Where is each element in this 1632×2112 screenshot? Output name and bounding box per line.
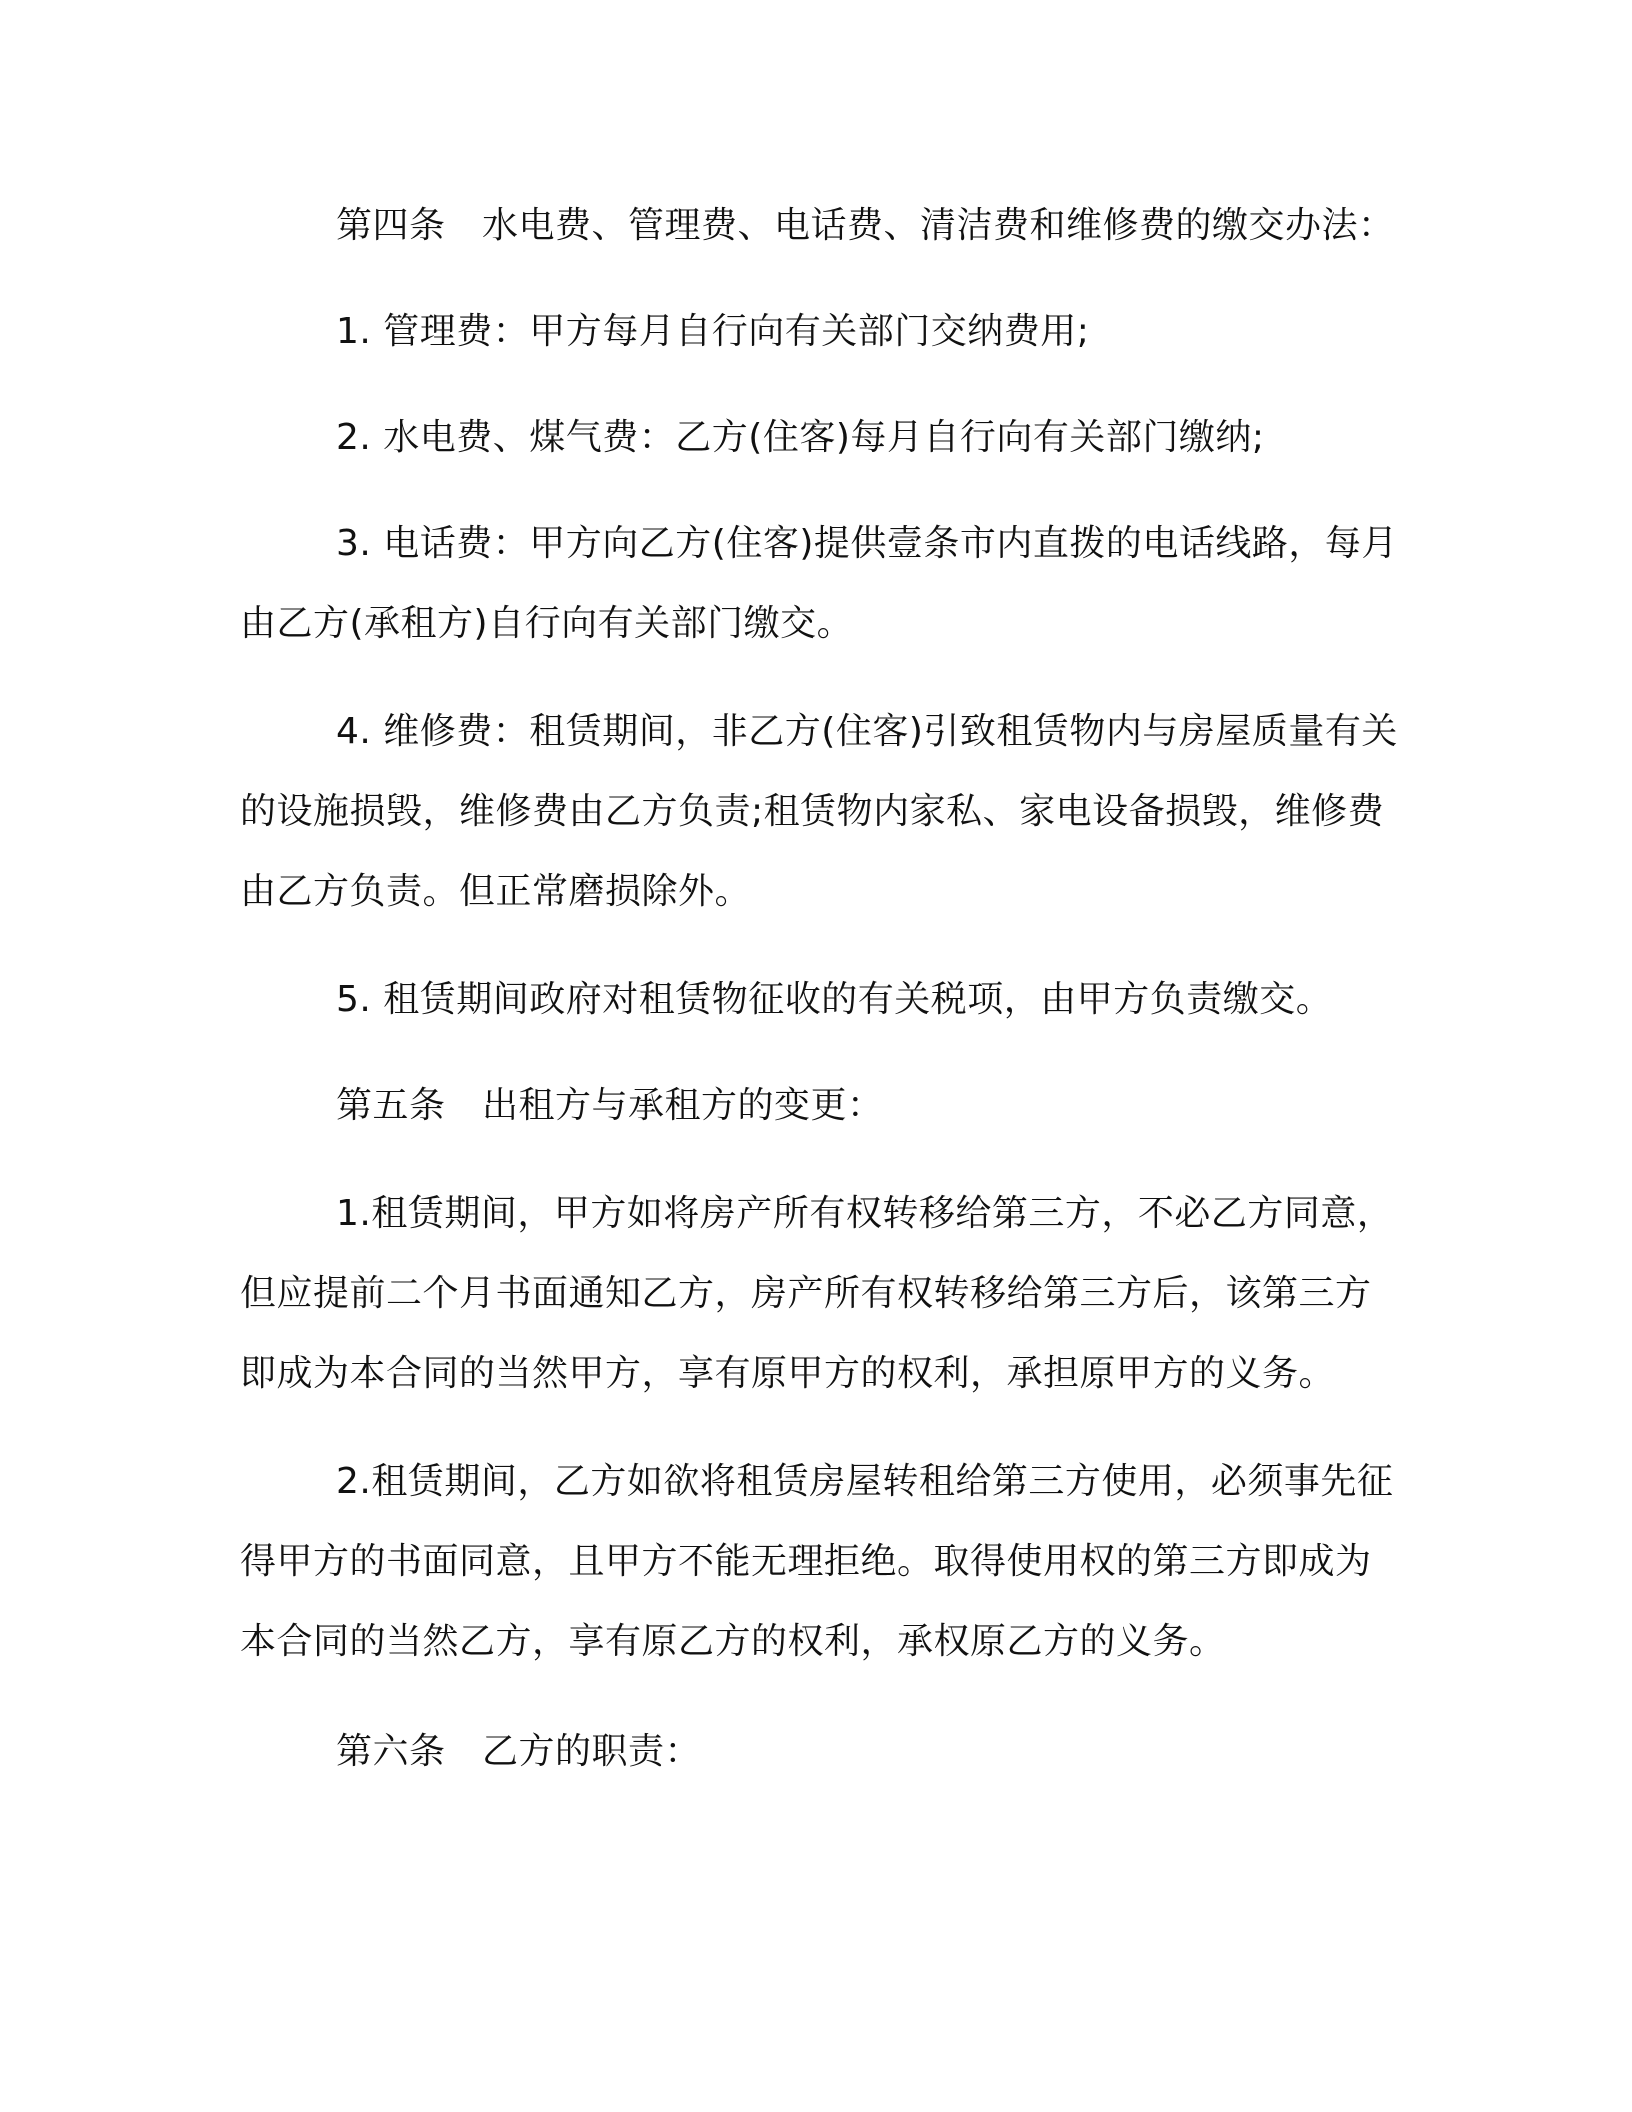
clause-4-2-utilities-fee: 2. 水电费、煤气费：乙方(住客)每月自行向有关部门缴纳;	[336, 417, 1265, 458]
clause-4-3-telephone-fee: 3. 电话费：甲方向乙方(住客)提供壹条市内直拨的电话线路，每月由乙方(承租方)自行向有关部门缴交。	[240, 523, 1398, 644]
clause-5-1-lessor-change: 1.租赁期间，甲方如将房产所有权转移给第三方，不必乙方同意，但应提前二个月书面通知乙方，房产所有权转移给第三方后，该第三方即成为本合同的当然甲方，享有原甲方的权利，承担原甲方的义务。	[240, 1193, 1394, 1394]
article-5-heading: 第五条 出租方与承租方的变更：	[336, 1085, 884, 1126]
document-body	[240, 186, 1400, 1792]
clause-5-2-lessee-change: 2.租赁期间，乙方如欲将租赁房屋转租给第三方使用，必须事先征得甲方的书面同意，且甲方不能无理拒绝。取得使用权的第三方即成为本合同的当然乙方，享有原乙方的权利，承权原乙方的义务。	[240, 1461, 1394, 1662]
article-4-heading: 第四条 水电费、管理费、电话费、清洁费和维修费的缴交办法：	[336, 205, 1395, 246]
article-6-heading: 第六条 乙方的职责：	[336, 1731, 702, 1772]
clause-4-5-taxes: 5. 租赁期间政府对租赁物征收的有关税项，由甲方负责缴交。	[336, 979, 1333, 1020]
clause-4-1-management-fee: 1. 管理费：甲方每月自行向有关部门交纳费用;	[336, 311, 1090, 352]
clause-4-4-maintenance-fee: 4. 维修费：租赁期间，非乙方(住客)引致租赁物内与房屋质量有关的设施损毁，维修费由乙方负责;租赁物内家私、家电设备损毁，维修费由乙方负责。但正常磨损除外。	[240, 711, 1398, 912]
